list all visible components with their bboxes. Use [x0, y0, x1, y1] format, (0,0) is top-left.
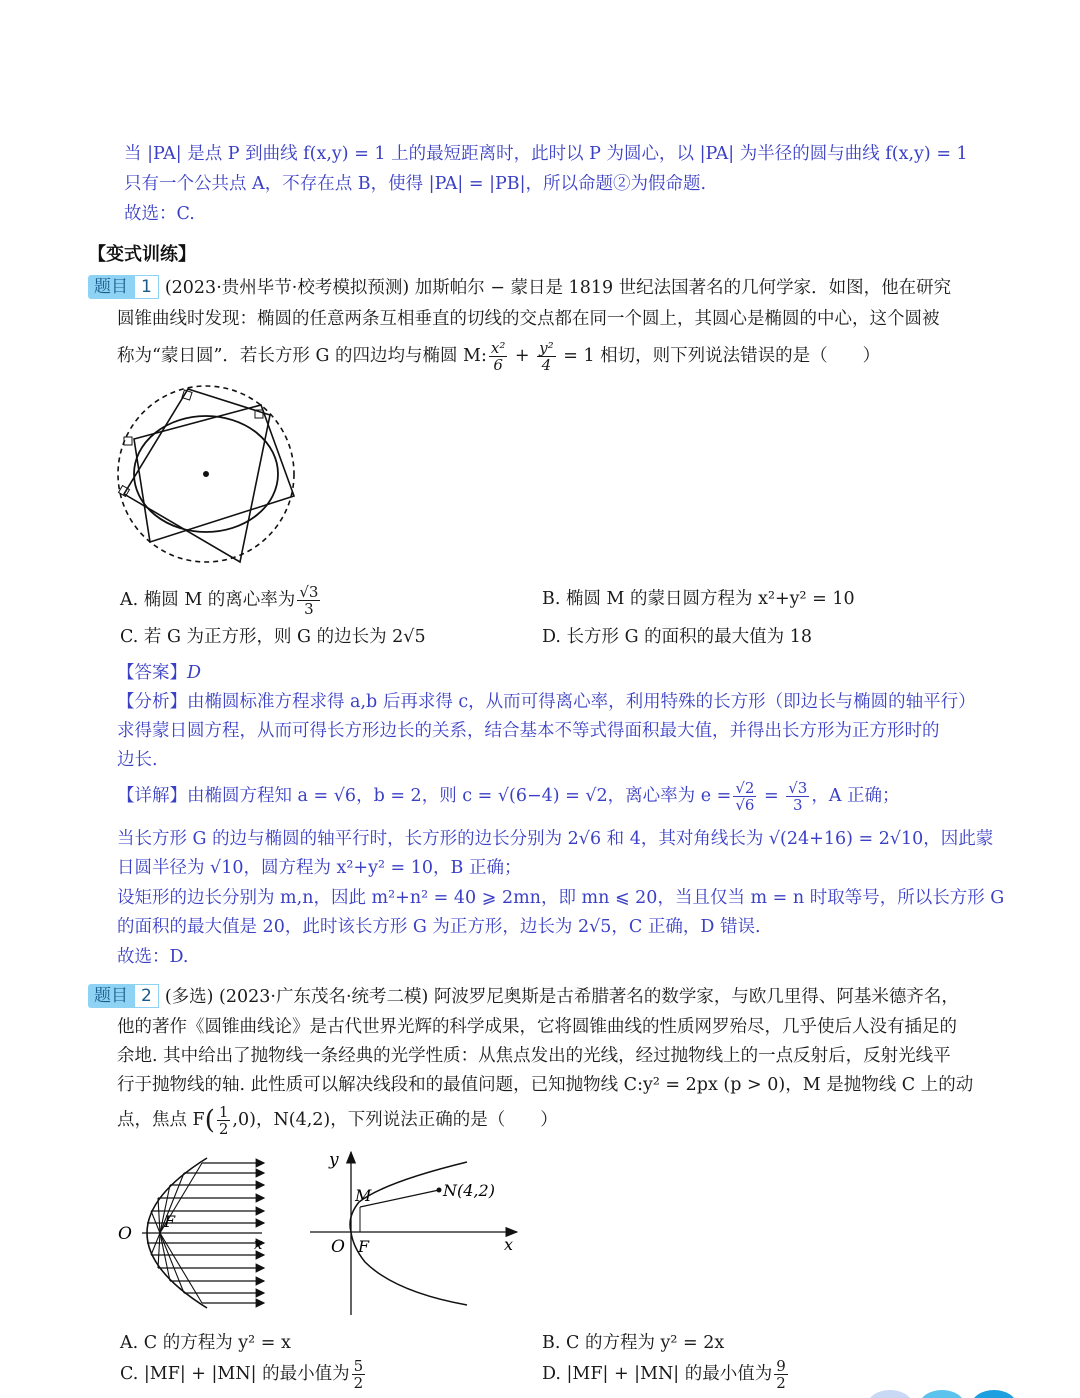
- fig1-label-o: O: [118, 1224, 132, 1244]
- q1-text-3b: = 1 相切，则下列说法错误的是（ ）: [563, 346, 881, 366]
- q2-option-b: B. C 的方程为 y² = 2x: [542, 1333, 725, 1353]
- q1-line-2: 圆锥曲线时发现：椭圆的任意两条互相垂直的切线的交点都在同一个圆上，其圆心是椭圆的中心，这个圆被: [117, 309, 940, 329]
- fig2-label-f: F: [358, 1237, 370, 1256]
- q1-line-1: [88, 276, 951, 300]
- q1-tag-label: 题目: [88, 275, 134, 299]
- q2-line-5: 点，焦点 F( $\frac{1}{2}$ ,0)，N(4,2)，下列说法正确的是（ ）: [117, 1103, 558, 1138]
- q1-option-a: A. 椭圆 M 的离心率为 $\frac{√3}{3}$: [120, 583, 319, 618]
- monge-circle-figure: [110, 384, 305, 574]
- q2-line-3: 余地. 其中给出了抛物线一条经典的光学性质：从焦点发出的光线，经过抛物线上的一点反射后，反射光线平: [117, 1046, 951, 1066]
- center-point: [203, 471, 209, 477]
- fig2-label-m: M: [355, 1186, 372, 1205]
- detail-frac-1: $\frac{√2}{√6}$: [735, 779, 755, 814]
- q1-detail-line-4: 设矩形的边长分别为 m,n，因此 m²+n² = 40 ⩾ 2mn，即 mn ⩽ 20，当且仅当 m = n 时取等号，所以长方形 G: [117, 888, 1005, 908]
- q1-detail-line-6: 故选：D.: [117, 947, 189, 967]
- q1-tag-number: 1: [134, 275, 159, 299]
- q1-text-3a: 称为“蒙日圆”．若长方形 G 的四边均与椭圆 M:: [117, 346, 487, 366]
- q2-line-1: 题目 2 (多选) (2023·广东茂名·统考二模) 阿波罗尼奥斯是古希腊著名的数学家，与欧几里得、阿基米德齐名，: [88, 985, 959, 1009]
- q1-answer: 【答案】D: [117, 663, 202, 683]
- fig2-label-y: y: [329, 1150, 339, 1170]
- q1-option-b: B. 椭圆 M 的蒙日圆方程为 x²+y² = 10: [542, 589, 855, 609]
- q1-option-d: D. 长方形 G 的面积的最大值为 18: [542, 627, 812, 647]
- prev-solution-line-2: 只有一个公共点 A，不存在点 B，使得 |PA| = |PB|，所以命题②为假命题.: [124, 174, 707, 194]
- q1-analysis-line-1: 【分析】由椭圆标准方程求得 a,b 后再求得 c，从而可得离心率，利用特殊的长方形（即边长与椭圆的轴平行）: [117, 692, 976, 712]
- fig2-label-n: N(4,2): [443, 1181, 495, 1200]
- q1-detail-line-3: 日圆半径为 √10，圆方程为 x²+y² = 10，B 正确；: [117, 858, 522, 878]
- fig2-label-o: O: [331, 1237, 345, 1257]
- q2-option-a: A. C 的方程为 y² = x: [120, 1333, 291, 1353]
- q2-line-4: 行于抛物线的轴. 此性质可以解决线段和的最值问题，已知抛物线 C:y² = 2px (p > 0)，M 是抛物线 C 上的动: [117, 1075, 974, 1095]
- mn-segment: [360, 1190, 439, 1207]
- q1-option-a-frac: $\frac{√3}{3}$: [299, 583, 319, 618]
- q1-analysis-line-2: 求得蒙日圆方程，从而可得长方形边长的关系，结合基本不等式得面积最大值，并得出长方形为正方形时的: [117, 721, 940, 741]
- prev-solution-line-1: 当 |PA| 是点 P 到曲线 f(x,y) = 1 上的最短距离时，此时以 P 为圆心，以 |PA| 为半径的圆与曲线 f(x,y) = 1: [124, 144, 968, 164]
- rectangle-g-2: [134, 405, 294, 542]
- q1-detail-line-2: 当长方形 G 的边与椭圆的轴平行时，长方形的边长分别为 2√6 和 4，其对角线长为 √(24+16) = 2√10，因此蒙: [117, 829, 994, 849]
- prev-solution-line-3: 故选：C.: [124, 204, 195, 224]
- q1-analysis-line-3: 边长.: [117, 750, 158, 770]
- fig1-label-f: F: [164, 1212, 176, 1231]
- q1-detail-line-1: 【详解】由椭圆方程知 a = √6，b = 2，则 c = √(6−4) = √2，离心率为 e = $\frac{√2}{√6}$ = $\frac{√3}{3}$ ，A 正确；: [117, 779, 900, 814]
- q2-focus-frac: $\frac{1}{2}$: [218, 1103, 229, 1138]
- q2-tag-number: 2: [134, 984, 159, 1008]
- q2-line-2: 他的著作《圆锥曲线论》是古代世界光辉的科学成果，它将圆锥曲线的性质网罗殆尽，几乎使后人没有插足的: [117, 1017, 957, 1037]
- q2-option-c-frac: $\frac{5}{2}$: [353, 1357, 364, 1392]
- q1-line-3: 称为“蒙日圆”．若长方形 G 的四边均与椭圆 M: $\frac{\text{x²}}{6}$ + $\frac{\text{y²}}{4}$ = 1 相切，则下列说法错误的是（ ）: [117, 339, 881, 374]
- q2-option-d: D. |MF| + |MN| 的最小值为 $\frac{9}{2}$: [542, 1357, 786, 1392]
- parabola-coordinate-figure: [305, 1147, 530, 1317]
- rectangle-g-1: [124, 389, 270, 562]
- q2-option-c: C. |MF| + |MN| 的最小值为 $\frac{5}{2}$: [120, 1357, 364, 1392]
- q2-tag: [88, 984, 159, 1008]
- q1-frac-x: $\frac{\text{x²}}{6}$: [490, 339, 506, 374]
- section-title: 【变式训练】: [88, 244, 196, 265]
- q1-tag: [88, 275, 159, 299]
- fig2-label-x: x: [504, 1235, 514, 1254]
- q1-option-c: C. 若 G 为正方形，则 G 的边长为 2√5: [120, 627, 426, 647]
- q2-option-d-frac: $\frac{9}{2}$: [776, 1357, 786, 1392]
- point-n: [437, 1188, 442, 1193]
- q2-tag-label: 题目: [88, 984, 134, 1008]
- corner-decoration: [860, 1384, 1080, 1398]
- detail-frac-2: $\frac{√3}{3}$: [788, 779, 808, 814]
- q1-text-1: (2023·贵州毕节·校考模拟预测) 加斯帕尔 − 蒙日是 1819 世纪法国著名的几何学家．如图，他在研究: [164, 278, 952, 298]
- parabola-reflection-figure: [112, 1155, 277, 1315]
- q1-frac-y: $\frac{\text{y²}}{4}$: [539, 339, 554, 374]
- q1-detail-line-5: 的面积的最大值是 20，此时该长方形 G 为正方形，边长为 2√5，C 正确，D 错误.: [117, 917, 761, 937]
- fig1-label-x: x: [254, 1235, 263, 1253]
